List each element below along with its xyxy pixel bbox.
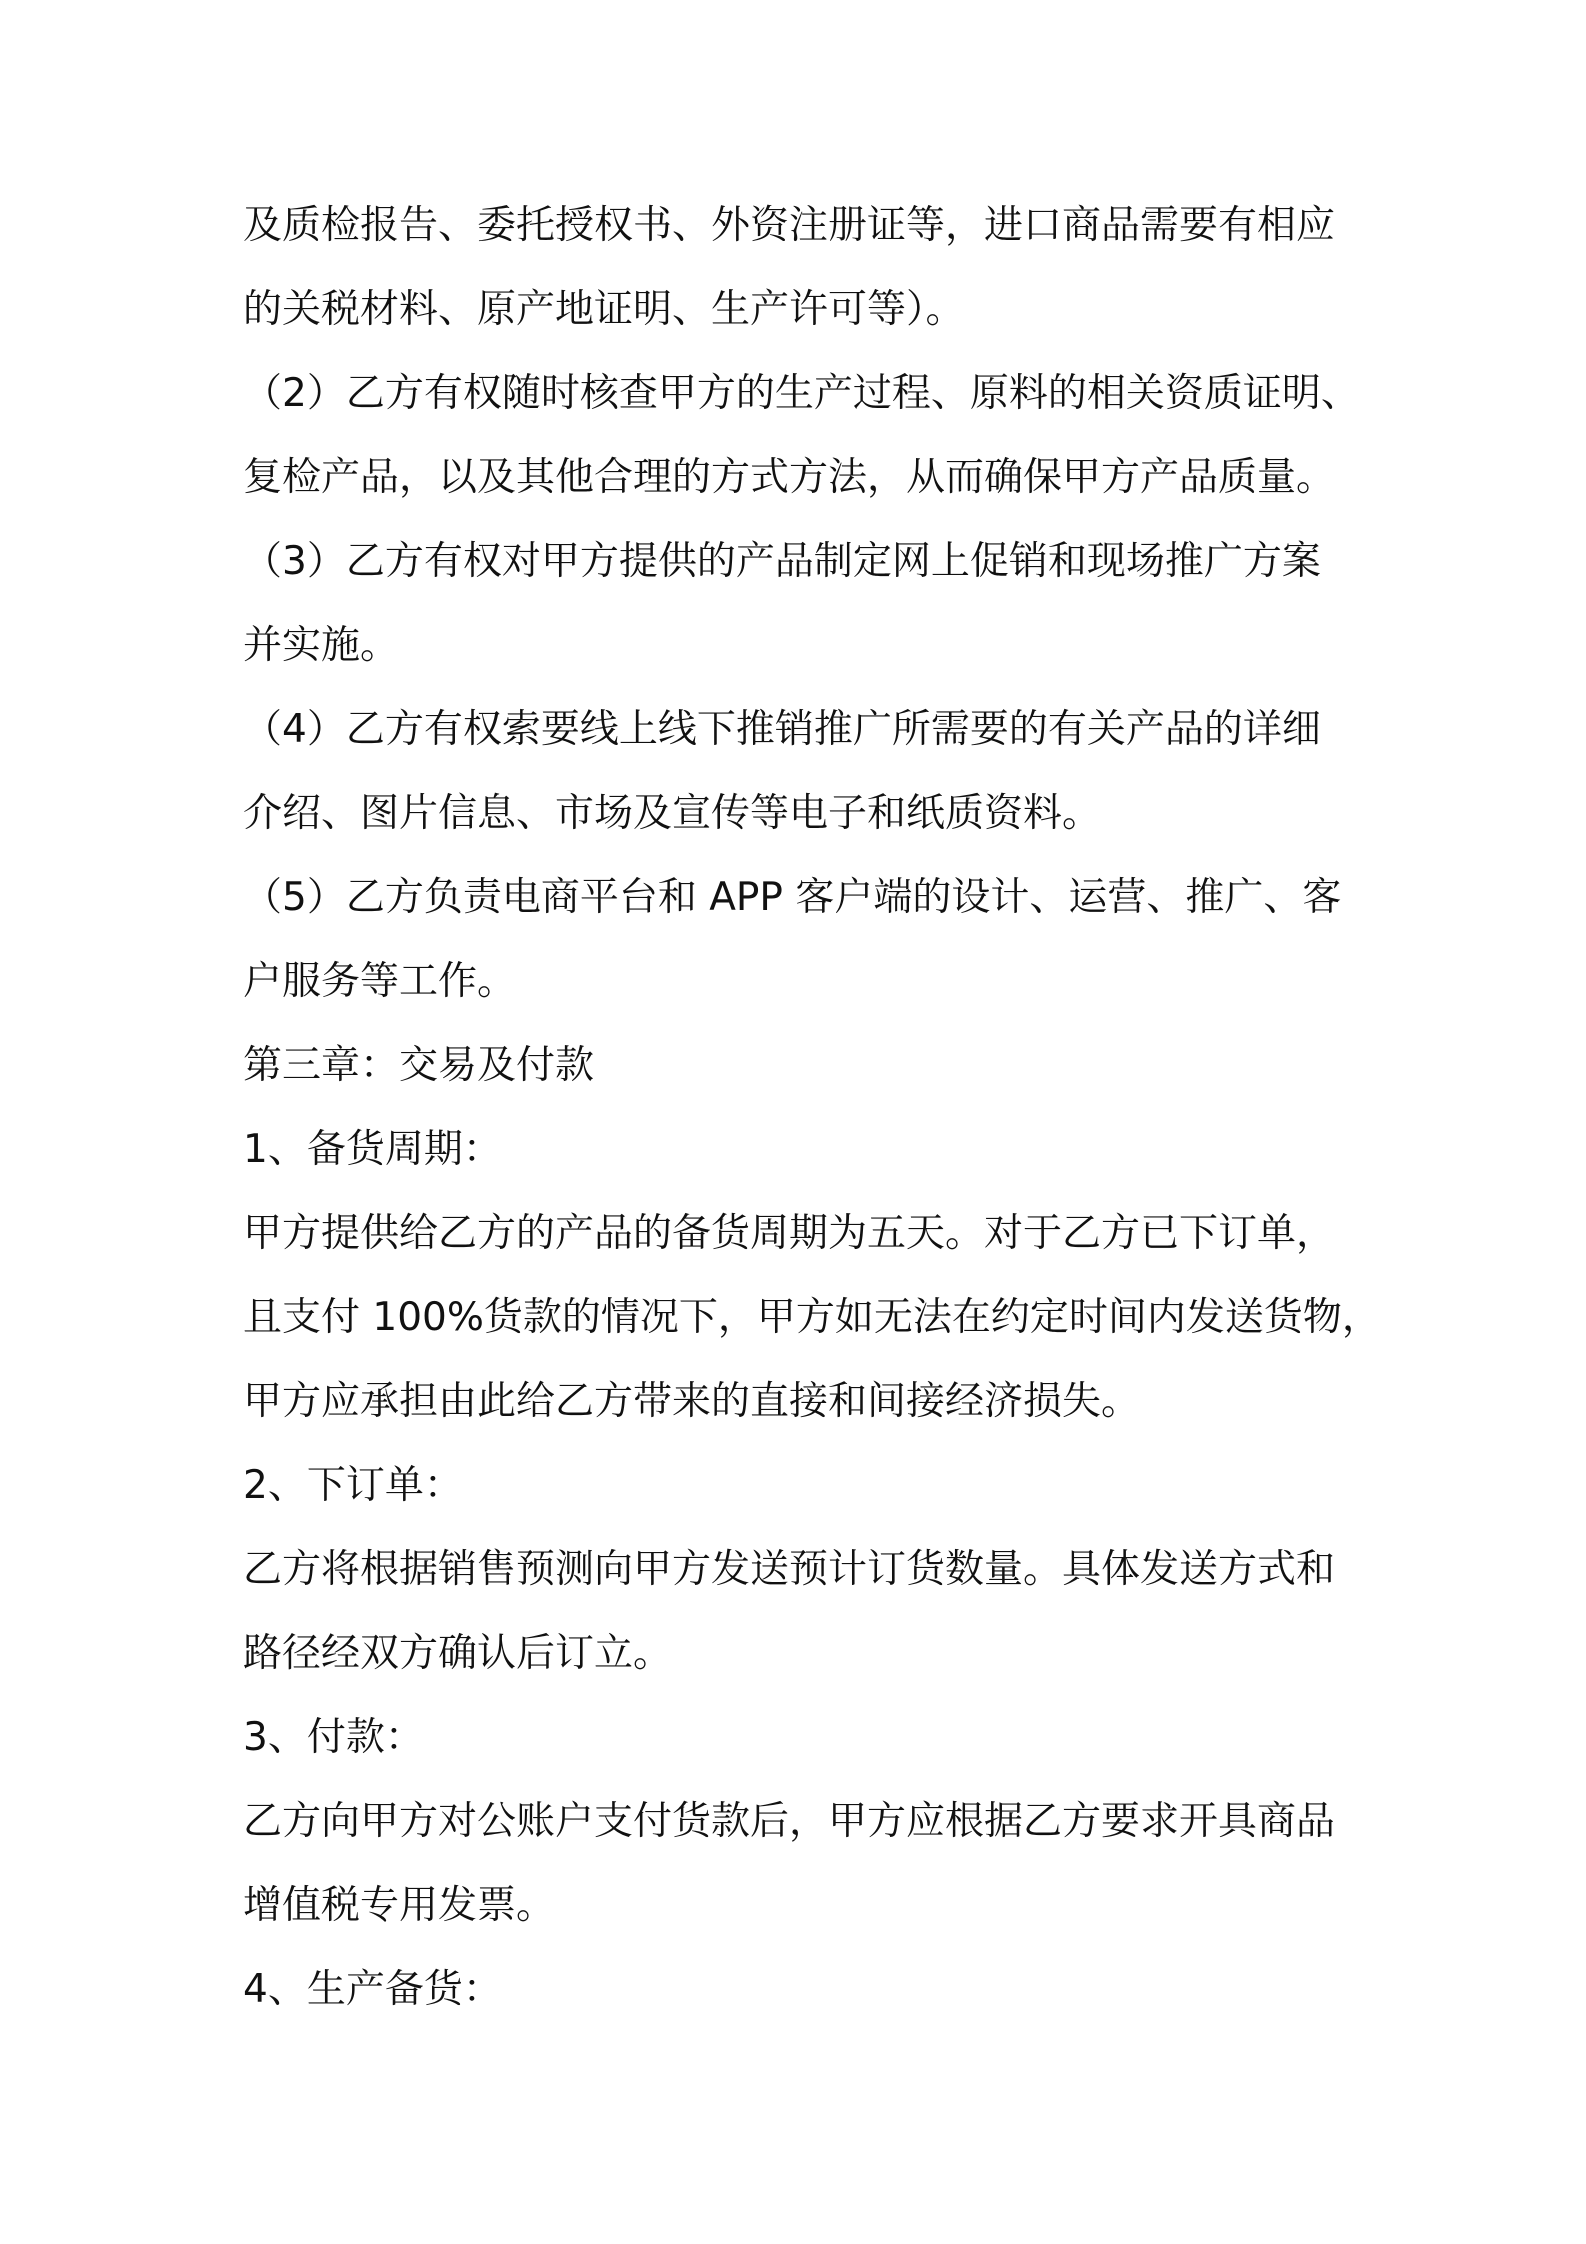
text-line: （5）乙方负责电商平台和 APP 客户端的设计、运营、推广、客 xyxy=(243,875,1342,920)
text-line: 的关税材料、原产地证明、生产许可等）。 xyxy=(243,287,965,332)
text-line: （4）乙方有权索要线上线下推销推广所需要的有关产品的详细 xyxy=(243,707,1321,752)
item-heading: 2、下订单： xyxy=(243,1463,463,1508)
section-heading: 第三章：交易及付款 xyxy=(243,1043,595,1088)
text-line: 并实施。 xyxy=(243,623,400,668)
text-line: 介绍、图片信息、市场及宣传等电子和纸质资料。 xyxy=(243,791,1102,836)
text-line: （3）乙方有权对甲方提供的产品制定网上促销和现场推广方案 xyxy=(243,539,1321,584)
item-heading: 4、生产备货： xyxy=(243,1967,502,2012)
item-heading: 1、备货周期： xyxy=(243,1127,502,1172)
text-line: 甲方应承担由此给乙方带来的直接和间接经济损失。 xyxy=(243,1379,1141,1424)
text-line: 复检产品，以及其他合理的方式方法，从而确保甲方产品质量。 xyxy=(243,455,1336,500)
text-line: 甲方提供给乙方的产品的备货周期为五天。对于乙方已下订单， xyxy=(243,1211,1336,1256)
text-line: 路径经双方确认后订立。 xyxy=(243,1631,673,1676)
text-line: 及质检报告、委托授权书、外资注册证等，进口商品需要有相应 xyxy=(243,203,1336,248)
text-line: 增值税专用发票。 xyxy=(243,1883,556,1928)
text-line: 且支付 100%货款的情况下，甲方如无法在约定时间内发送货物， xyxy=(243,1295,1381,1340)
text-line: 乙方向甲方对公账户支付货款后，甲方应根据乙方要求开具商品 xyxy=(243,1799,1336,1844)
item-heading: 3、付款： xyxy=(243,1715,424,1760)
text-line: （2）乙方有权随时核查甲方的生产过程、原料的相关资质证明、 xyxy=(243,371,1360,416)
text-line: 户服务等工作。 xyxy=(243,959,517,1004)
text-line: 乙方将根据销售预测向甲方发送预计订货数量。具体发送方式和 xyxy=(243,1547,1336,1592)
